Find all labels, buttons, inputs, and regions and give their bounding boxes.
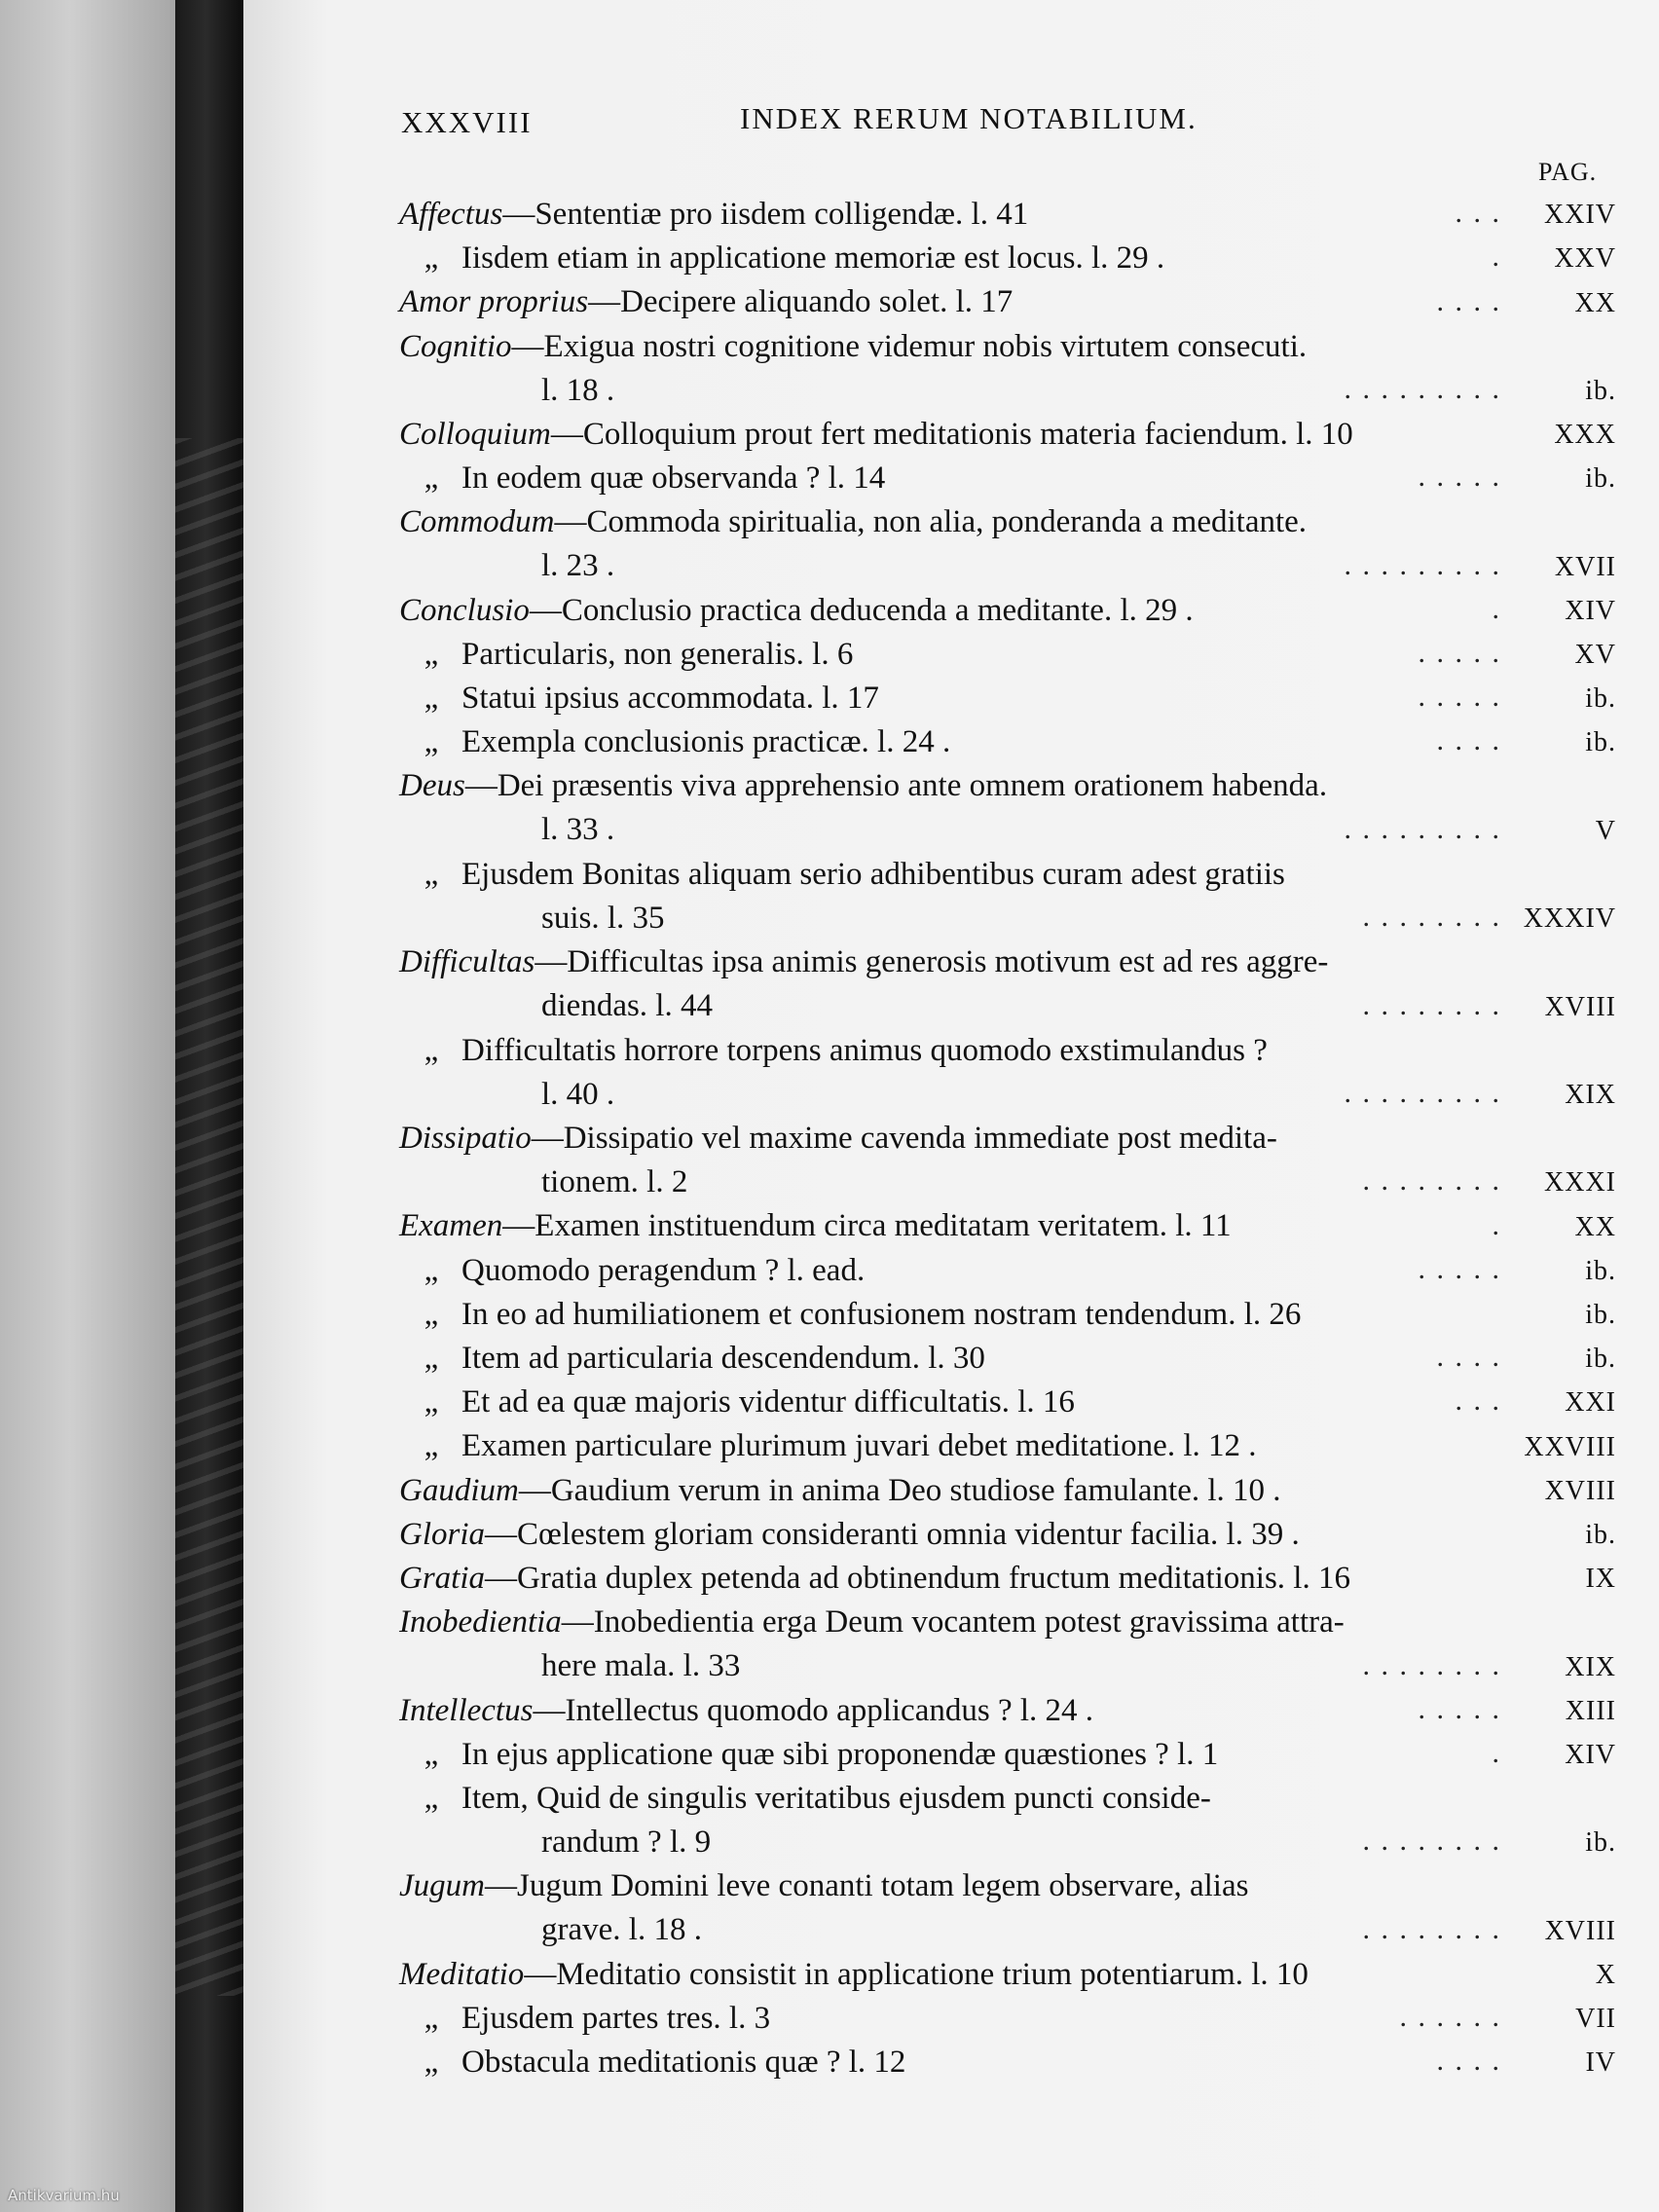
leader-dots: . . . . . . . . xyxy=(1362,1825,1501,1858)
page-column-label: PAG. xyxy=(1538,158,1598,186)
entry-heading: Gaudium xyxy=(399,1472,519,1508)
entry-heading: Gloria xyxy=(399,1516,486,1552)
entry-heading: Colloquium xyxy=(399,416,551,452)
entry-text: —Colloquium prout fert meditationis materia faciendum. l. 10 xyxy=(550,416,1353,452)
index-entry xyxy=(399,1777,1616,1864)
ditto-mark: „ xyxy=(424,1252,439,1288)
entry-continuation: l. 40 . xyxy=(541,1076,615,1112)
index-entry xyxy=(399,1953,1616,1997)
entry-heading: Deus xyxy=(399,768,465,804)
index-entry xyxy=(399,237,1616,280)
index-entry xyxy=(399,720,1616,764)
page-reference: ib. xyxy=(1585,1255,1616,1286)
index-entry xyxy=(399,1249,1616,1293)
page-reference: XV xyxy=(1574,640,1616,671)
page-reference: IX xyxy=(1585,1564,1616,1595)
leader-dots: . . . . . . . . . xyxy=(1344,812,1501,845)
index-entry xyxy=(399,764,1616,852)
page-reference: XIII xyxy=(1565,1695,1616,1726)
page-reference: XVIII xyxy=(1544,991,1616,1022)
page-reference: X xyxy=(1595,1959,1616,1990)
entry-text: —Difficultas ipsa animis generosis motivum est ad res aggre- xyxy=(535,944,1329,980)
page-reference: XVIII xyxy=(1544,1475,1616,1506)
entry-text: Item, Quid de singulis veritatibus ejusdem puncti conside- xyxy=(461,1780,1211,1816)
page-reference: XXXIV xyxy=(1523,903,1616,935)
page-reference: ib. xyxy=(1585,1299,1616,1330)
entry-text: Statui ipsius accommodata. l. 17 xyxy=(461,681,879,717)
index-entry xyxy=(399,1293,1616,1337)
entry-text: Ejusdem partes tres. l. 3 xyxy=(461,2000,771,2036)
page-reference: XIX xyxy=(1565,1080,1616,1111)
entry-heading: Inobedientia xyxy=(399,1604,562,1641)
entry-continuation: grave. l. 18 . xyxy=(541,1912,702,1948)
leader-dots: . . . xyxy=(1455,197,1501,230)
entry-text: —Intellectus quomodo applicandus ? l. 24 . xyxy=(533,1692,1094,1728)
entry-heading: Difficultas xyxy=(399,944,535,980)
page-reference: XVIII xyxy=(1544,1915,1616,1946)
leader-dots: . xyxy=(1492,1736,1501,1769)
page-reference: XX xyxy=(1574,287,1616,318)
index-entry xyxy=(399,1733,1616,1777)
page-reference: ib. xyxy=(1585,1827,1616,1859)
ditto-mark: „ xyxy=(424,1780,439,1816)
entry-heading: Intellectus xyxy=(399,1692,534,1728)
entry-text: —Dei præsentis viva apprehensio ante omnem orationem habenda. xyxy=(464,768,1328,804)
entry-heading: Gratia xyxy=(399,1560,486,1596)
index-entry xyxy=(399,1513,1616,1557)
entry-heading: Commodum xyxy=(399,504,555,540)
leader-dots: . . . . . xyxy=(1418,461,1501,494)
leader-dots: . . . . xyxy=(1436,724,1501,757)
index-entry xyxy=(399,1424,1616,1468)
ditto-mark: „ xyxy=(424,681,439,717)
ditto-mark: „ xyxy=(424,240,439,276)
leader-dots: . . . . . . . . xyxy=(1362,1648,1501,1681)
index-entry xyxy=(399,500,1616,588)
page-reference: XXVIII xyxy=(1524,1431,1616,1462)
page-number: XXXVIII xyxy=(401,105,533,139)
entry-text: In ejus applicatione quæ sibi proponendæ quæstiones ? l. 1 xyxy=(461,1736,1219,1772)
index-entry xyxy=(399,325,1616,413)
page-reference: ib. xyxy=(1585,1344,1616,1375)
entry-text: —Commoda spiritualia, non alia, ponderanda a meditante. xyxy=(554,504,1308,540)
ditto-mark: „ xyxy=(424,1428,439,1464)
index-entry xyxy=(399,1469,1616,1513)
ditto-mark: „ xyxy=(424,2000,439,2036)
index-entry xyxy=(399,677,1616,720)
ditto-mark: „ xyxy=(424,2045,439,2081)
page-reference: VII xyxy=(1575,2004,1616,2035)
index-entry xyxy=(399,1204,1616,1248)
page-reference: V xyxy=(1595,815,1616,846)
entry-heading: Examen xyxy=(399,1208,503,1244)
index-entry xyxy=(399,280,1616,324)
entry-heading: Amor proprius xyxy=(399,284,589,320)
entry-heading: Dissipatio xyxy=(399,1121,532,1157)
entry-heading: Affectus xyxy=(399,197,503,232)
leader-dots: . . . . xyxy=(1436,1341,1501,1374)
entry-continuation: suis. l. 35 xyxy=(541,900,665,936)
leader-dots: . . . . xyxy=(1436,284,1501,317)
index-entry xyxy=(399,940,1616,1028)
entry-heading: Meditatio xyxy=(399,1956,525,1992)
index-entry xyxy=(399,1601,1616,1688)
leader-dots: . . . . . xyxy=(1418,1252,1501,1285)
ditto-mark: „ xyxy=(424,1736,439,1772)
index-entry xyxy=(399,853,1616,940)
entry-text: Particularis, non generalis. l. 6 xyxy=(461,636,854,672)
leader-dots: . . . . . . . . . xyxy=(1344,372,1501,405)
entry-text: —Meditatio consistit in applicatione trium potentiarum. l. 10 xyxy=(524,1956,1309,1992)
index-entry xyxy=(399,1997,1616,2041)
page-reference: XVII xyxy=(1554,551,1616,582)
entry-text: Iisdem etiam in applicatione memoriæ est locus. l. 29 . xyxy=(461,240,1165,276)
index-entry xyxy=(399,1029,1616,1117)
index-entry xyxy=(399,1557,1616,1601)
index-entry xyxy=(399,1337,1616,1381)
leader-dots: . xyxy=(1492,592,1501,625)
entry-text: In eo ad humiliationem et confusionem nostram tendendum. l. 26 xyxy=(461,1296,1302,1332)
leader-dots: . xyxy=(1492,1208,1501,1241)
entry-text: —Sententiæ pro iisdem colligendæ. l. 41 xyxy=(502,197,1029,232)
page-reference: ib. xyxy=(1585,1519,1616,1550)
page-reference: XXXI xyxy=(1544,1167,1616,1198)
entry-text: Quomodo peragendum ? l. ead. xyxy=(461,1252,866,1288)
entry-text: Examen particulare plurimum juvari debet meditatione. l. 12 . xyxy=(461,1428,1257,1464)
index-entry xyxy=(399,413,1616,457)
leader-dots: . . . . . xyxy=(1418,1692,1501,1725)
leader-dots: . . . . . . . . . xyxy=(1344,1077,1501,1110)
entry-continuation: randum ? l. 9 xyxy=(541,1824,712,1860)
page-reference: XX xyxy=(1574,1211,1616,1242)
page-reference: ib. xyxy=(1585,375,1616,406)
page-reference: XXI xyxy=(1565,1387,1616,1419)
entry-continuation: here mala. l. 33 xyxy=(541,1648,741,1684)
leader-dots: . . . . . . . . xyxy=(1362,901,1501,934)
left-margin xyxy=(0,0,175,2212)
leader-dots: . . . . . . . . xyxy=(1362,1164,1501,1198)
entry-text: —Jugum Domini leve conanti totam legem observare, alias xyxy=(484,1868,1249,1904)
entry-heading: Jugum xyxy=(399,1868,485,1904)
index-entry xyxy=(399,2041,1616,2084)
index-entry xyxy=(399,1689,1616,1733)
page-reference: XIV xyxy=(1565,595,1616,626)
index-entry xyxy=(399,1381,1616,1424)
entry-text: —Gaudium verum in anima Deo studiose famulante. l. 10 . xyxy=(518,1472,1281,1508)
entry-continuation: l. 33 . xyxy=(541,812,615,848)
entry-continuation: l. 18 . xyxy=(541,372,615,408)
ditto-mark: „ xyxy=(424,1032,439,1068)
page-reference: XIX xyxy=(1565,1651,1616,1682)
index-list xyxy=(399,193,1616,2084)
ditto-mark: „ xyxy=(424,1340,439,1376)
entry-text: Exempla conclusionis practicæ. l. 24 . xyxy=(461,724,951,760)
leader-dots: . . . xyxy=(1455,1384,1501,1418)
leader-dots: . . . . . . . . . xyxy=(1344,548,1501,581)
index-entry xyxy=(399,589,1616,633)
leader-dots: . . . . . xyxy=(1418,681,1501,714)
entry-continuation: tionem. l. 2 xyxy=(541,1164,688,1200)
leader-dots: . . . . xyxy=(1436,2045,1501,2078)
ditto-mark: „ xyxy=(424,856,439,892)
page-reference: XIV xyxy=(1565,1739,1616,1770)
entry-text: —Dissipatio vel maxime cavenda immediate post medita- xyxy=(531,1121,1277,1157)
entry-text: —Cœlestem gloriam consideranti omnia videntur facilia. l. 39 . xyxy=(485,1516,1300,1552)
index-entry xyxy=(399,1117,1616,1204)
entry-heading: Conclusio xyxy=(399,592,530,628)
entry-text: —Exigua nostri cognitione videmur nobis virtutem consecuti. xyxy=(511,328,1308,364)
entry-text: Obstacula meditationis quæ ? l. 12 xyxy=(461,2045,906,2081)
page-reference: ib. xyxy=(1585,683,1616,715)
page-reference: ib. xyxy=(1585,463,1616,495)
watermark: Antikvarium.hu xyxy=(8,2187,120,2204)
leader-dots: . . . . . xyxy=(1418,637,1501,670)
entry-text: —Conclusio practica deducenda a meditante. l. 29 . xyxy=(529,592,1194,628)
entry-text: In eodem quæ observanda ? l. 14 xyxy=(461,461,886,497)
ditto-mark: „ xyxy=(424,636,439,672)
leader-dots: . . . . . . . . xyxy=(1362,1912,1501,1945)
leader-dots: . xyxy=(1492,240,1501,274)
entry-text: —Inobedientia erga Deum vocantem potest gravissima attra- xyxy=(561,1604,1345,1641)
entry-text: Et ad ea quæ majoris videntur difficultatis. l. 16 xyxy=(461,1384,1075,1420)
leader-dots: . . . . . . . . xyxy=(1362,988,1501,1021)
entry-text: Difficultatis horrore torpens animus quomodo exstimulandus ? xyxy=(461,1032,1268,1068)
leader-dots: . . . . . . xyxy=(1399,2001,1501,2034)
index-entry xyxy=(399,1864,1616,1952)
page-reference: ib. xyxy=(1585,727,1616,758)
ditto-mark: „ xyxy=(424,461,439,497)
page-reference: XXIV xyxy=(1544,200,1616,231)
index-entry xyxy=(399,193,1616,237)
page-reference: XXX xyxy=(1554,420,1616,451)
entry-text: Ejusdem Bonitas aliquam serio adhibentibus curam adest gratiis xyxy=(461,856,1285,892)
page-reference: XXV xyxy=(1554,243,1616,275)
entry-text: —Gratia duplex petenda ad obtinendum fructum meditationis. l. 16 xyxy=(485,1560,1350,1596)
entry-text: —Decipere aliquando solet. l. 17 xyxy=(588,284,1014,320)
ditto-mark: „ xyxy=(424,724,439,760)
entry-text: Item ad particularia descendendum. l. 30 xyxy=(461,1340,985,1376)
running-title: INDEX RERUM NOTABILIUM. xyxy=(740,101,1198,135)
entry-continuation: l. 23 . xyxy=(541,548,615,584)
page-header xyxy=(401,101,1599,144)
ditto-mark: „ xyxy=(424,1384,439,1420)
entry-heading: Cognitio xyxy=(399,328,512,364)
index-entry xyxy=(399,633,1616,677)
page-reference: IV xyxy=(1585,2047,1616,2079)
entry-text: —Examen instituendum circa meditatam veritatem. l. 11 xyxy=(502,1208,1232,1244)
entry-continuation: diendas. l. 44 xyxy=(541,988,713,1024)
index-entry xyxy=(399,457,1616,500)
spine-marbled-pattern xyxy=(175,438,243,1996)
ditto-mark: „ xyxy=(424,1296,439,1332)
